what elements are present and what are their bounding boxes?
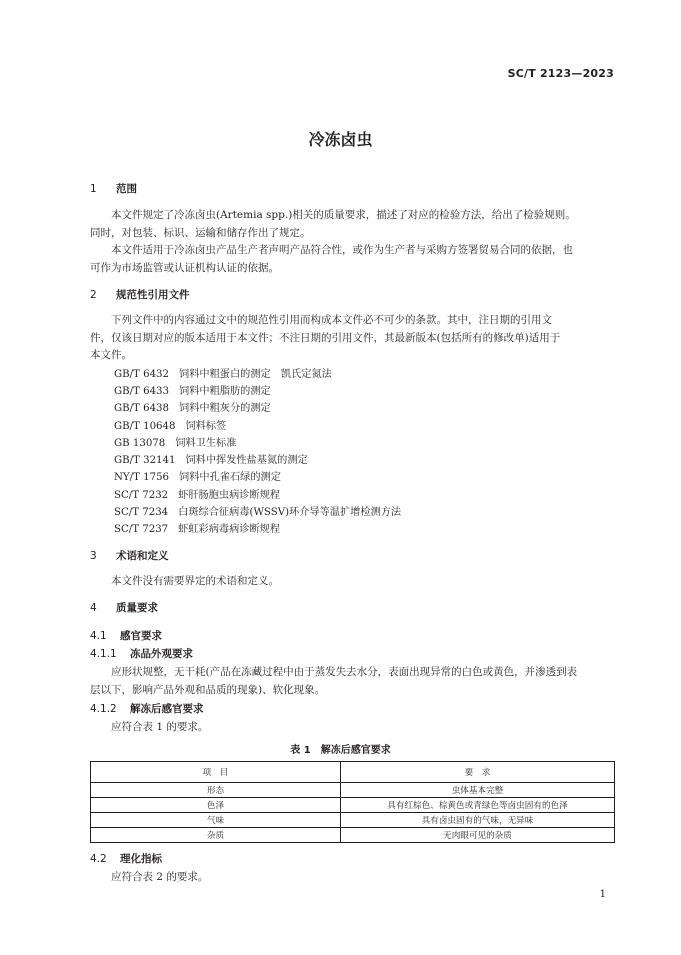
reference-title: 白斑综合征病毒(WSSV)环介导等温扩增检测方法: [178, 507, 402, 518]
standard-code: SC/T 2123—2023: [507, 67, 614, 80]
table-row: [91, 798, 615, 813]
paragraph-line: 下列文件中的内容通过文中的规范性引用而构成本文件必不可少的条款。其中，注日期的引用文: [111, 314, 552, 326]
table-row: [91, 783, 615, 798]
section-title: 质量要求: [116, 602, 158, 614]
section-number: 2: [90, 289, 97, 301]
table-1-caption: 表 1 解冻后感官要求: [290, 745, 391, 756]
paragraph-line: 同时，对包装、标识、运输和储存作出了规定。: [90, 227, 311, 239]
reference-title: 虾肝肠胞虫病诊断规程: [178, 490, 281, 501]
section-2-heading: [90, 287, 190, 302]
paragraph-line: 本文件没有需要界定的术语和定义。: [111, 575, 279, 587]
section-number: 4: [90, 602, 97, 614]
section-4-1-1-heading: [90, 646, 193, 661]
section-title: 规范性引用文件: [116, 289, 190, 301]
section-3-heading: [90, 548, 169, 563]
paragraph-line: 应符合表 1 的要求。: [111, 721, 209, 733]
reference-title: 饲料标签: [185, 421, 227, 432]
cell-item: 杂质: [91, 828, 341, 843]
paragraph-line: 可作为市场监管或认证机构认证的依据。: [90, 262, 279, 274]
table-header-row: [91, 762, 615, 783]
reference-item: [114, 434, 236, 449]
section-number: 1: [90, 183, 97, 195]
reference-title: 饲料中挥发性盐基氮的测定: [185, 455, 308, 466]
reference-title: 饲料卫生标准: [175, 438, 237, 449]
reference-code: NY/T 1756: [114, 472, 170, 483]
column-header-requirement: 要 求: [341, 762, 615, 783]
reference-title: 饲料中粗脂肪的测定: [179, 386, 271, 397]
section-4-heading: [90, 600, 158, 615]
section-4-1-heading: [90, 628, 162, 643]
reference-title: 饲料中粗灰分的测定: [179, 403, 271, 414]
cell-requirement: 虫体基本完整: [341, 783, 615, 798]
cell-requirement: 无肉眼可见的杂质: [341, 828, 615, 843]
reference-title: 饲料中孔雀石绿的测定: [179, 472, 281, 483]
section-number: 4.2: [90, 853, 107, 865]
cell-requirement: 具有红棕色、棕黄色或青绿色等卤虫固有的色泽: [341, 798, 615, 813]
section-number: 4.1.1: [90, 648, 117, 660]
table-row: [91, 828, 615, 843]
cell-requirement: 具有卤虫固有的气味，无异味: [341, 813, 615, 828]
table-row: [91, 813, 615, 828]
reference-item: [114, 399, 271, 414]
paragraph-line: 本文件规定了冷冻卤虫(Artemia spp.)相关的质量要求，描述了对应的检验方法，给出了检验规则。: [111, 209, 576, 221]
cell-item: 气味: [91, 813, 341, 828]
reference-code: GB/T 6438: [114, 403, 170, 414]
cell-item: 色泽: [91, 798, 341, 813]
reference-code: SC/T 7234: [114, 507, 169, 518]
reference-item: [114, 520, 280, 535]
reference-item: [114, 382, 271, 397]
section-title: 范围: [116, 183, 137, 195]
section-number: 4.1.2: [90, 703, 117, 715]
reference-title: 虾虹彩病毒病诊断规程: [178, 524, 281, 535]
section-title: 理化指标: [120, 853, 162, 865]
section-number: 4.1: [90, 630, 107, 642]
paragraph-line: 应形状规整，无干耗(产品在冻藏过程中由于蒸发失去水分，表面出现异常的白色或黄色，并渗透到表: [111, 666, 578, 678]
paragraph-line: 层以下，影响产品外观和品质的现象)、软化现象。: [90, 684, 326, 696]
reference-code: GB/T 32141: [114, 455, 176, 466]
document-title: 冷冻卤虫: [308, 130, 373, 149]
section-title: 冻品外观要求: [130, 648, 193, 660]
reference-code: GB/T 6432: [114, 369, 170, 380]
reference-code: GB 13078: [114, 438, 166, 449]
section-title: 解冻后感官要求: [130, 703, 204, 715]
paragraph-line: 件，仅该日期对应的版本适用于本文件；不注日期的引用文件，其最新版本(包括所有的修改单)适用于: [90, 332, 561, 344]
column-header-item: 项 目: [91, 762, 341, 783]
paragraph-line: 本文件。: [90, 349, 132, 361]
section-1-heading: [90, 181, 137, 196]
reference-code: GB/T 10648: [114, 421, 176, 432]
cell-item: 形态: [91, 783, 341, 798]
paragraph-line: 本文件适用于冷冻卤虫产品生产者声明产品符合性，或作为生产者与采购方签署贸易合同的依据，也: [111, 244, 573, 256]
reference-item: [114, 486, 280, 501]
reference-item: [114, 365, 332, 380]
reference-code: SC/T 7232: [114, 490, 169, 501]
reference-item: [114, 468, 281, 483]
reference-item: [114, 503, 401, 518]
reference-code: GB/T 6433: [114, 386, 170, 397]
section-number: 3: [90, 550, 97, 562]
page-number: 1: [599, 889, 606, 900]
section-4-1-2-heading: [90, 701, 204, 716]
reference-title: 饲料中粗蛋白的测定 凯氏定氮法: [179, 369, 332, 380]
paragraph-line: 应符合表 2 的要求。: [111, 871, 209, 883]
reference-item: [114, 451, 308, 466]
section-title: 术语和定义: [116, 550, 169, 562]
section-4-2-heading: [90, 851, 162, 866]
table-1: [90, 761, 615, 843]
section-title: 感官要求: [120, 630, 162, 642]
reference-item: [114, 417, 226, 432]
reference-code: SC/T 7237: [114, 524, 169, 535]
